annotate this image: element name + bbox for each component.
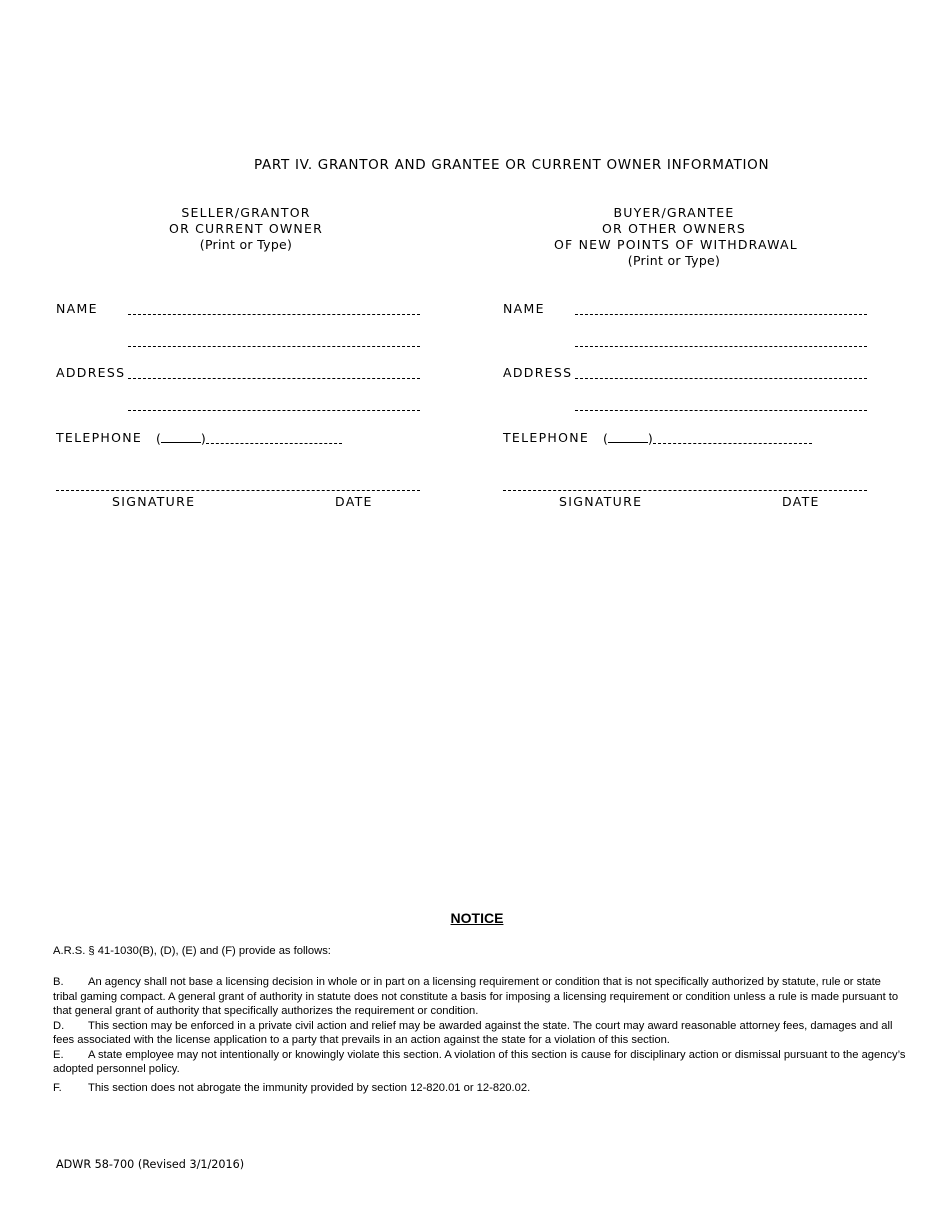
- right-heading-line-1: BUYER/GRANTEE: [613, 205, 735, 220]
- left-paren-open: (: [156, 431, 161, 446]
- right-name-field-1[interactable]: [575, 314, 867, 315]
- left-area-code-field[interactable]: [156, 430, 206, 446]
- left-name-field-1[interactable]: [128, 314, 420, 315]
- page-title: PART IV. GRANTOR AND GRANTEE OR CURRENT OWNER INFORMATION: [254, 157, 770, 173]
- notice-item-d: [53, 1019, 908, 1048]
- left-signature-label: SIGNATURE: [112, 494, 196, 509]
- left-signature-line[interactable]: [56, 490, 420, 491]
- right-heading-line-3: OF NEW POINTS OF WITHDRAWAL: [554, 237, 798, 252]
- right-area-code-field[interactable]: [603, 430, 653, 446]
- left-date-label: DATE: [335, 494, 373, 509]
- right-name-label: NAME: [503, 301, 545, 316]
- right-signature-label: SIGNATURE: [559, 494, 643, 509]
- right-heading-line-2: OR OTHER OWNERS: [602, 221, 746, 236]
- notice-item-text: This section does not abrogate the immunity provided by section 12-820.01 or 12-820.02.: [88, 1081, 531, 1094]
- notice-item-text: An agency shall not base a licensing decision in whole or in part on a licensing requirement or condition that is not specifically authorized by statute, rule or state tribal gaming compact. A general grant of authority in statute does not constitute a basis for imposing a licensing requirement or condition unless a rule is made pursuant to that general grant of authority that specifically authorizes the requirement or condition.: [53, 976, 899, 1017]
- notice-item-letter: B.: [53, 976, 64, 988]
- left-name-field-2[interactable]: [128, 346, 420, 347]
- left-address-field-2[interactable]: [128, 410, 420, 411]
- left-column-heading: [146, 205, 346, 253]
- left-address-label: ADDRESS: [56, 365, 126, 380]
- right-date-label: DATE: [782, 494, 820, 509]
- right-telephone-field[interactable]: [653, 443, 812, 444]
- notice-intro: A.R.S. § 41-1030(B), (D), (E) and (F) provide as follows:: [53, 945, 331, 957]
- notice-item-text: This section may be enforced in a private civil action and relief may be awarded against the state. The court may award reasonable attorney fees, damages and all fees associated with the license application to a party that prevails in an action against the state for a violation of this section.: [53, 1019, 893, 1046]
- left-telephone-field[interactable]: [206, 443, 342, 444]
- notice-item-f: [53, 1081, 908, 1096]
- right-telephone-label: TELEPHONE: [503, 430, 590, 445]
- right-column-heading: [554, 205, 798, 269]
- left-print-note: (Print or Type): [199, 237, 293, 252]
- left-name-label: NAME: [56, 301, 98, 316]
- right-signature-line[interactable]: [503, 490, 867, 491]
- left-paren-close: ): [200, 431, 206, 446]
- right-paren-close: ): [647, 431, 653, 446]
- left-address-field-1[interactable]: [128, 378, 420, 379]
- notice-item-letter: F.: [53, 1081, 62, 1094]
- left-heading-line-1: SELLER/GRANTOR: [181, 205, 311, 220]
- notice-item-letter: D.: [53, 1019, 65, 1032]
- form-id: ADWR 58-700 (Revised 3/1/2016): [56, 1158, 245, 1171]
- left-telephone-label: TELEPHONE: [56, 430, 143, 445]
- right-address-field-1[interactable]: [575, 378, 867, 379]
- left-heading-line-2: OR CURRENT OWNER: [169, 221, 323, 236]
- right-address-label: ADDRESS: [503, 365, 573, 380]
- right-paren-open: (: [603, 431, 608, 446]
- notice-title: NOTICE: [450, 910, 504, 926]
- notice-item-e: [53, 1048, 908, 1077]
- right-name-field-2[interactable]: [575, 346, 867, 347]
- notice-items: [53, 975, 908, 1095]
- right-address-field-2[interactable]: [575, 410, 867, 411]
- notice-item-b: [53, 975, 908, 1019]
- right-print-note: (Print or Type): [627, 253, 721, 268]
- notice-item-letter: E.: [53, 1048, 64, 1061]
- notice-item-text: A state employee may not intentionally or knowingly violate this section. A violation of this section is cause for disciplinary action or dismissal pursuant to the agency’s adopted personnel policy.: [53, 1048, 906, 1075]
